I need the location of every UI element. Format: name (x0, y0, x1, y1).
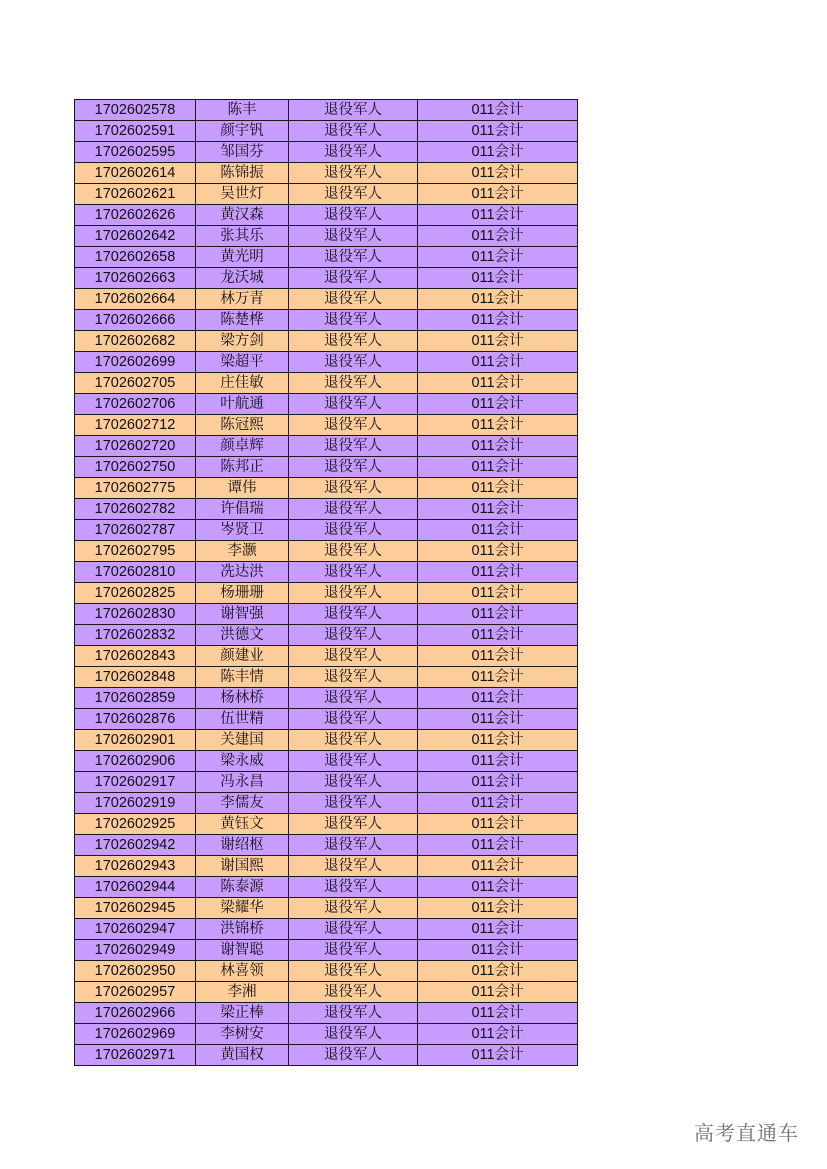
student-name-cell: 颜建业 (196, 646, 289, 667)
student-id-cell: 1702602925 (75, 814, 196, 835)
student-id-cell: 1702602682 (75, 331, 196, 352)
student-name-cell: 冯永昌 (196, 772, 289, 793)
category-cell: 退役军人 (289, 1045, 418, 1066)
major-cell: 011会计 (418, 961, 578, 982)
student-id-cell: 1702602945 (75, 898, 196, 919)
table-row (75, 688, 578, 709)
table-row (75, 478, 578, 499)
category-cell: 退役军人 (289, 499, 418, 520)
category-cell: 退役军人 (289, 205, 418, 226)
major-cell: 011会计 (418, 772, 578, 793)
student-id-cell: 1702602810 (75, 562, 196, 583)
student-name-cell: 黄钰文 (196, 814, 289, 835)
table-row (75, 373, 578, 394)
major-cell: 011会计 (418, 877, 578, 898)
student-id-cell: 1702602906 (75, 751, 196, 772)
student-id-cell: 1702602705 (75, 373, 196, 394)
student-id-cell: 1702602917 (75, 772, 196, 793)
category-cell: 退役军人 (289, 688, 418, 709)
category-cell: 退役军人 (289, 772, 418, 793)
category-cell: 退役军人 (289, 583, 418, 604)
table-row (75, 415, 578, 436)
major-cell: 011会计 (418, 583, 578, 604)
student-name-cell: 邹国芬 (196, 142, 289, 163)
major-cell: 011会计 (418, 1024, 578, 1045)
table-row (75, 961, 578, 982)
student-id-cell: 1702602626 (75, 205, 196, 226)
student-id-cell: 1702602706 (75, 394, 196, 415)
major-cell: 011会计 (418, 604, 578, 625)
student-name-cell: 谢智聪 (196, 940, 289, 961)
student-name-cell: 颜宇钒 (196, 121, 289, 142)
category-cell: 退役军人 (289, 898, 418, 919)
major-cell: 011会计 (418, 205, 578, 226)
major-cell: 011会计 (418, 1003, 578, 1024)
major-cell: 011会计 (418, 310, 578, 331)
major-cell: 011会计 (418, 142, 578, 163)
student-id-cell: 1702602901 (75, 730, 196, 751)
table-row (75, 625, 578, 646)
student-id-cell: 1702602949 (75, 940, 196, 961)
student-id-cell: 1702602787 (75, 520, 196, 541)
category-cell: 退役军人 (289, 352, 418, 373)
major-cell: 011会计 (418, 856, 578, 877)
student-name-cell: 杨珊珊 (196, 583, 289, 604)
student-name-cell: 谢绍枢 (196, 835, 289, 856)
student-name-cell: 林万青 (196, 289, 289, 310)
major-cell: 011会计 (418, 184, 578, 205)
table-row (75, 751, 578, 772)
student-name-cell: 梁耀华 (196, 898, 289, 919)
student-name-cell: 梁超平 (196, 352, 289, 373)
student-id-cell: 1702602642 (75, 226, 196, 247)
major-cell: 011会计 (418, 898, 578, 919)
major-cell: 011会计 (418, 163, 578, 184)
category-cell: 退役军人 (289, 310, 418, 331)
student-id-cell: 1702602795 (75, 541, 196, 562)
table-row (75, 541, 578, 562)
major-cell: 011会计 (418, 541, 578, 562)
table-row (75, 646, 578, 667)
major-cell: 011会计 (418, 919, 578, 940)
category-cell: 退役军人 (289, 289, 418, 310)
student-name-cell: 陈楚桦 (196, 310, 289, 331)
table-row (75, 793, 578, 814)
student-name-cell: 冼达洪 (196, 562, 289, 583)
table-row (75, 877, 578, 898)
student-id-cell: 1702602957 (75, 982, 196, 1003)
student-id-cell: 1702602614 (75, 163, 196, 184)
student-id-cell: 1702602876 (75, 709, 196, 730)
category-cell: 退役军人 (289, 562, 418, 583)
table-row (75, 184, 578, 205)
category-cell: 退役军人 (289, 121, 418, 142)
student-name-cell: 谢国熙 (196, 856, 289, 877)
category-cell: 退役军人 (289, 814, 418, 835)
student-id-cell: 1702602859 (75, 688, 196, 709)
table-row (75, 247, 578, 268)
student-id-cell: 1702602663 (75, 268, 196, 289)
major-cell: 011会计 (418, 982, 578, 1003)
student-name-cell: 叶航通 (196, 394, 289, 415)
category-cell: 退役军人 (289, 415, 418, 436)
table-row (75, 856, 578, 877)
student-id-cell: 1702602848 (75, 667, 196, 688)
major-cell: 011会计 (418, 289, 578, 310)
major-cell: 011会计 (418, 394, 578, 415)
watermark-text: 高考直通车 (694, 1121, 799, 1145)
major-cell: 011会计 (418, 121, 578, 142)
student-id-cell: 1702602943 (75, 856, 196, 877)
category-cell: 退役军人 (289, 331, 418, 352)
table-row (75, 940, 578, 961)
category-cell: 退役军人 (289, 730, 418, 751)
student-name-cell: 洪德文 (196, 625, 289, 646)
student-name-cell: 陈邦正 (196, 457, 289, 478)
student-id-cell: 1702602843 (75, 646, 196, 667)
student-name-cell: 岑贤卫 (196, 520, 289, 541)
category-cell: 退役军人 (289, 625, 418, 646)
major-cell: 011会计 (418, 331, 578, 352)
category-cell: 退役军人 (289, 940, 418, 961)
student-id-cell: 1702602578 (75, 100, 196, 121)
category-cell: 退役军人 (289, 541, 418, 562)
student-name-cell: 洪锦桥 (196, 919, 289, 940)
student-id-cell: 1702602825 (75, 583, 196, 604)
student-name-cell: 吴世灯 (196, 184, 289, 205)
student-name-cell: 谢智强 (196, 604, 289, 625)
student-id-cell: 1702602699 (75, 352, 196, 373)
roster-body (75, 100, 578, 1066)
student-name-cell: 杨林桥 (196, 688, 289, 709)
category-cell: 退役军人 (289, 520, 418, 541)
student-name-cell: 李灏 (196, 541, 289, 562)
student-name-cell: 黄光明 (196, 247, 289, 268)
student-name-cell: 张其乐 (196, 226, 289, 247)
student-id-cell: 1702602664 (75, 289, 196, 310)
major-cell: 011会计 (418, 562, 578, 583)
table-row (75, 919, 578, 940)
major-cell: 011会计 (418, 373, 578, 394)
student-name-cell: 陈泰源 (196, 877, 289, 898)
table-row (75, 457, 578, 478)
table-row (75, 604, 578, 625)
category-cell: 退役军人 (289, 268, 418, 289)
table-row (75, 121, 578, 142)
category-cell: 退役军人 (289, 835, 418, 856)
table-row (75, 814, 578, 835)
student-id-cell: 1702602782 (75, 499, 196, 520)
category-cell: 退役军人 (289, 646, 418, 667)
category-cell: 退役军人 (289, 394, 418, 415)
table-row (75, 1003, 578, 1024)
category-cell: 退役军人 (289, 667, 418, 688)
student-id-cell: 1702602966 (75, 1003, 196, 1024)
table-row (75, 772, 578, 793)
student-id-cell: 1702602942 (75, 835, 196, 856)
major-cell: 011会计 (418, 100, 578, 121)
student-id-cell: 1702602944 (75, 877, 196, 898)
table-row (75, 730, 578, 751)
major-cell: 011会计 (418, 1045, 578, 1066)
category-cell: 退役军人 (289, 919, 418, 940)
table-row (75, 1024, 578, 1045)
category-cell: 退役军人 (289, 604, 418, 625)
student-name-cell: 黄汉森 (196, 205, 289, 226)
major-cell: 011会计 (418, 751, 578, 772)
table-row (75, 352, 578, 373)
table-row (75, 268, 578, 289)
student-id-cell: 1702602950 (75, 961, 196, 982)
student-id-cell: 1702602969 (75, 1024, 196, 1045)
category-cell: 退役军人 (289, 961, 418, 982)
student-name-cell: 李湘 (196, 982, 289, 1003)
category-cell: 退役军人 (289, 163, 418, 184)
student-id-cell: 1702602971 (75, 1045, 196, 1066)
table-row (75, 289, 578, 310)
table-row (75, 436, 578, 457)
major-cell: 011会计 (418, 520, 578, 541)
major-cell: 011会计 (418, 499, 578, 520)
category-cell: 退役军人 (289, 1003, 418, 1024)
student-id-cell: 1702602775 (75, 478, 196, 499)
student-name-cell: 伍世精 (196, 709, 289, 730)
student-name-cell: 梁方剑 (196, 331, 289, 352)
student-name-cell: 陈锦振 (196, 163, 289, 184)
student-id-cell: 1702602666 (75, 310, 196, 331)
major-cell: 011会计 (418, 415, 578, 436)
major-cell: 011会计 (418, 730, 578, 751)
student-id-cell: 1702602720 (75, 436, 196, 457)
table-row (75, 583, 578, 604)
student-id-cell: 1702602830 (75, 604, 196, 625)
category-cell: 退役军人 (289, 100, 418, 121)
major-cell: 011会计 (418, 478, 578, 499)
table-row (75, 709, 578, 730)
student-id-cell: 1702602832 (75, 625, 196, 646)
table-row (75, 982, 578, 1003)
major-cell: 011会计 (418, 646, 578, 667)
major-cell: 011会计 (418, 226, 578, 247)
category-cell: 退役军人 (289, 877, 418, 898)
table-row (75, 205, 578, 226)
student-name-cell: 龙沃城 (196, 268, 289, 289)
category-cell: 退役军人 (289, 226, 418, 247)
table-row (75, 100, 578, 121)
student-name-cell: 梁正棒 (196, 1003, 289, 1024)
major-cell: 011会计 (418, 268, 578, 289)
roster-table (74, 99, 578, 1066)
student-name-cell: 李儒友 (196, 793, 289, 814)
table-row (75, 499, 578, 520)
major-cell: 011会计 (418, 436, 578, 457)
major-cell: 011会计 (418, 835, 578, 856)
table-row (75, 520, 578, 541)
category-cell: 退役军人 (289, 478, 418, 499)
student-name-cell: 颜卓辉 (196, 436, 289, 457)
table-row (75, 310, 578, 331)
student-name-cell: 许倡瑞 (196, 499, 289, 520)
category-cell: 退役军人 (289, 1024, 418, 1045)
category-cell: 退役军人 (289, 457, 418, 478)
student-id-cell: 1702602919 (75, 793, 196, 814)
major-cell: 011会计 (418, 793, 578, 814)
table-row (75, 562, 578, 583)
student-id-cell: 1702602595 (75, 142, 196, 163)
student-id-cell: 1702602750 (75, 457, 196, 478)
student-name-cell: 谭伟 (196, 478, 289, 499)
major-cell: 011会计 (418, 352, 578, 373)
table-row (75, 898, 578, 919)
student-id-cell: 1702602947 (75, 919, 196, 940)
student-id-cell: 1702602621 (75, 184, 196, 205)
table-row (75, 394, 578, 415)
student-name-cell: 李树安 (196, 1024, 289, 1045)
table-row (75, 142, 578, 163)
student-name-cell: 庄佳敏 (196, 373, 289, 394)
major-cell: 011会计 (418, 625, 578, 646)
student-id-cell: 1702602712 (75, 415, 196, 436)
category-cell: 退役军人 (289, 142, 418, 163)
category-cell: 退役军人 (289, 793, 418, 814)
student-id-cell: 1702602591 (75, 121, 196, 142)
table-row (75, 1045, 578, 1066)
student-name-cell: 陈丰 (196, 100, 289, 121)
category-cell: 退役军人 (289, 982, 418, 1003)
student-name-cell: 陈冠熙 (196, 415, 289, 436)
table-row (75, 163, 578, 184)
table-row (75, 226, 578, 247)
category-cell: 退役军人 (289, 373, 418, 394)
category-cell: 退役军人 (289, 856, 418, 877)
category-cell: 退役军人 (289, 709, 418, 730)
student-id-cell: 1702602658 (75, 247, 196, 268)
major-cell: 011会计 (418, 940, 578, 961)
student-name-cell: 林喜领 (196, 961, 289, 982)
table-row (75, 835, 578, 856)
category-cell: 退役军人 (289, 247, 418, 268)
major-cell: 011会计 (418, 688, 578, 709)
table-row (75, 667, 578, 688)
student-name-cell: 黄国权 (196, 1045, 289, 1066)
major-cell: 011会计 (418, 814, 578, 835)
table-row (75, 331, 578, 352)
major-cell: 011会计 (418, 709, 578, 730)
category-cell: 退役军人 (289, 751, 418, 772)
student-name-cell: 陈丰情 (196, 667, 289, 688)
category-cell: 退役军人 (289, 184, 418, 205)
student-name-cell: 关建国 (196, 730, 289, 751)
major-cell: 011会计 (418, 247, 578, 268)
category-cell: 退役军人 (289, 436, 418, 457)
major-cell: 011会计 (418, 457, 578, 478)
student-name-cell: 梁永威 (196, 751, 289, 772)
major-cell: 011会计 (418, 667, 578, 688)
